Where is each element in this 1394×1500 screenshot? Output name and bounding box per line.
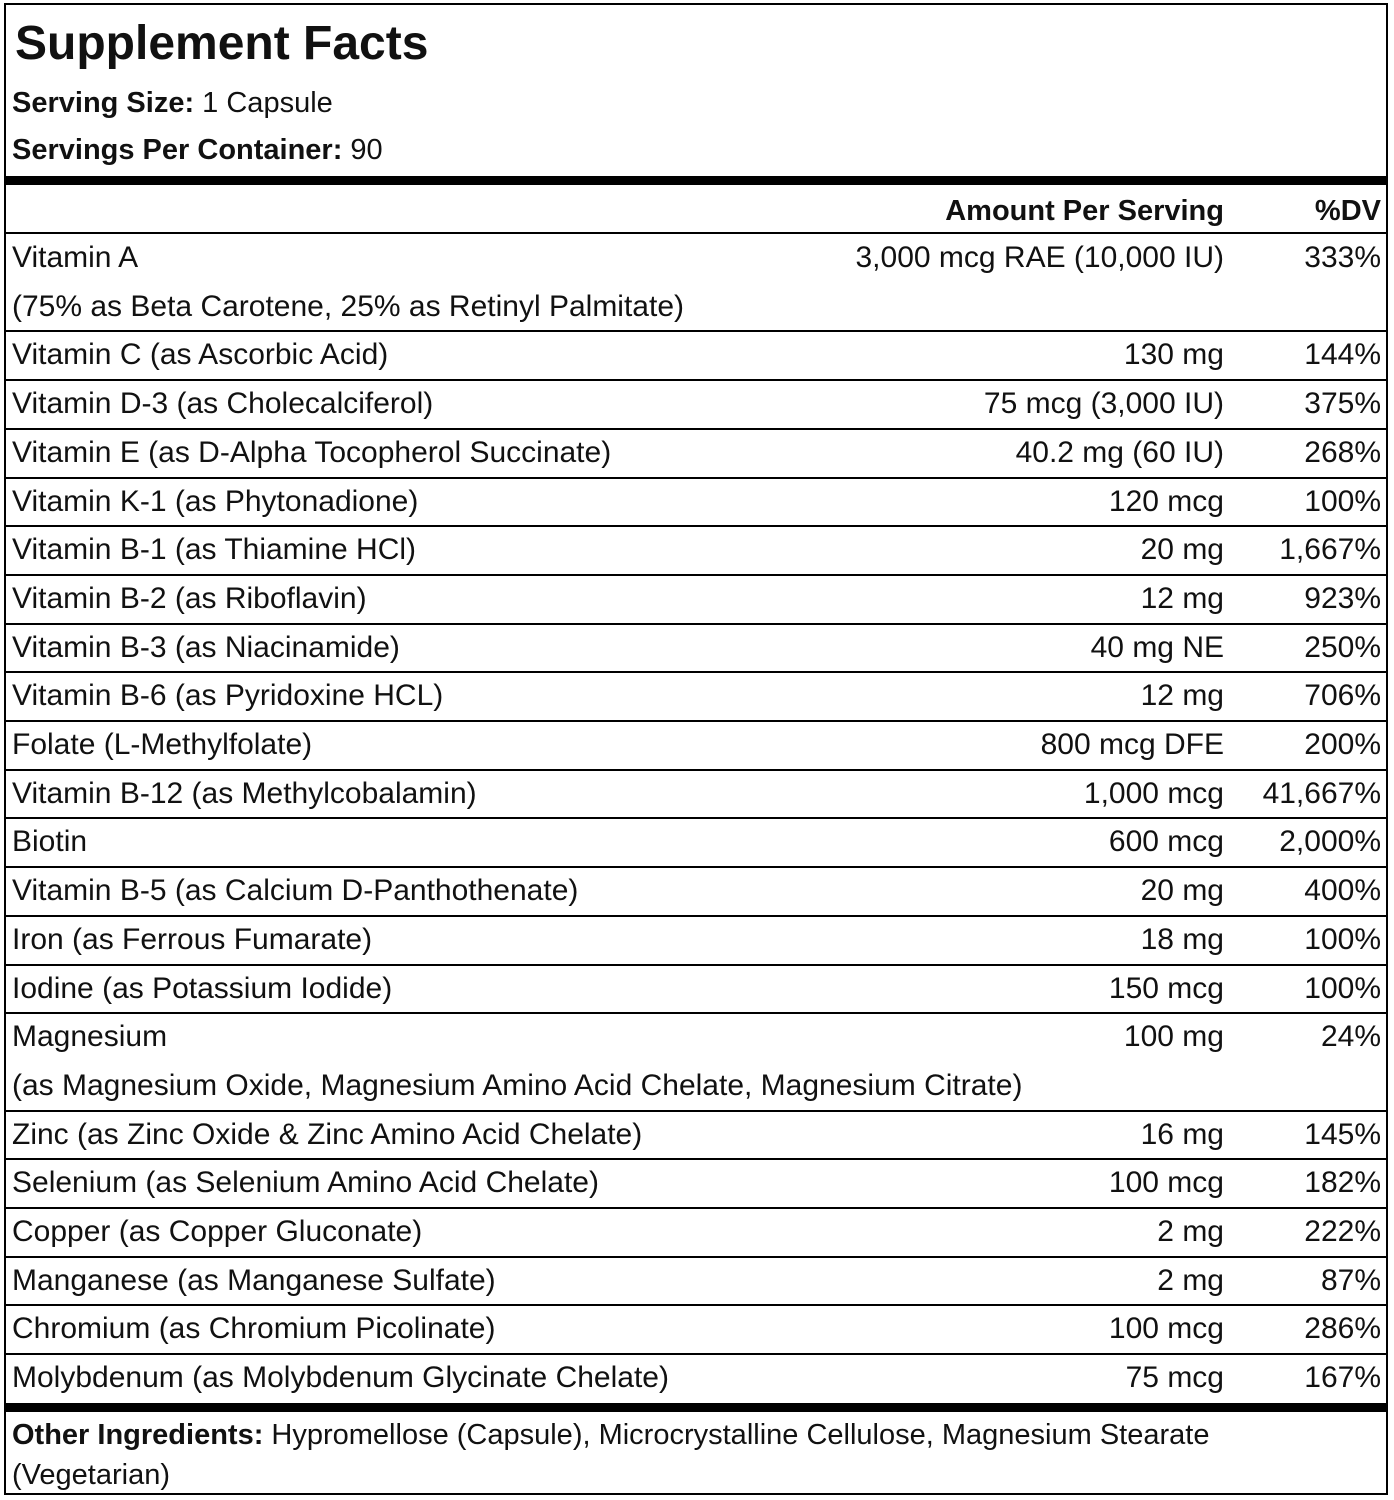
nutrient-dv: 268%	[1304, 435, 1381, 469]
nutrient-amount: 3,000 mcg RAE (10,000 IU)	[855, 241, 1224, 274]
nutrient-dv: 400%	[1304, 874, 1381, 908]
nutrient-name: Zinc (as Zinc Oxide & Zinc Amino Acid Chelate)	[12, 1117, 643, 1151]
nutrient-amount: 40.2 mg (60 IU)	[1015, 435, 1224, 469]
table-row	[6, 234, 1386, 331]
nutrient-name: Vitamin B-12 (as Methylcobalamin)	[12, 776, 477, 810]
nutrient-dv: 923%	[1304, 581, 1381, 615]
nutrient-dv: 145%	[1304, 1117, 1381, 1151]
nutrient-name: Biotin	[12, 825, 88, 859]
nutrient-name: Vitamin A	[12, 241, 139, 274]
nutrient-dv: 41,667%	[1262, 776, 1381, 810]
supplement-facts-panel	[4, 3, 1388, 1495]
other-ingredients	[12, 1415, 1372, 1495]
nutrient-dv: 706%	[1304, 679, 1381, 713]
serving-size-value: 1 Capsule	[194, 87, 333, 119]
table-row	[6, 818, 1386, 867]
nutrient-name: Magnesium	[12, 1020, 168, 1054]
servings-per-container-label: Servings Per Container:	[12, 134, 343, 166]
nutrient-dv: 2,000%	[1279, 825, 1381, 859]
nutrient-amount: 600 mcg	[1108, 825, 1224, 859]
table-row	[6, 1013, 1386, 1110]
table-row	[6, 1159, 1386, 1208]
table-row	[6, 916, 1386, 965]
table-row	[6, 721, 1386, 770]
nutrient-amount: 16 mg	[1140, 1117, 1224, 1151]
nutrient-dv: 87%	[1320, 1263, 1381, 1297]
nutrient-amount: 20 mg	[1140, 533, 1224, 567]
table-row	[6, 478, 1386, 527]
table-row	[6, 965, 1386, 1014]
nutrient-amount: 130 mg	[1123, 338, 1224, 372]
column-header-dv: %DV	[1314, 195, 1381, 227]
nutrient-amount: 150 mcg	[1108, 971, 1224, 1005]
nutrient-name: Vitamin B-5 (as Calcium D-Panthothenate)	[12, 874, 579, 908]
nutrient-dv: 286%	[1304, 1312, 1381, 1346]
nutrient-dv: 100%	[1304, 971, 1381, 1005]
nutrient-name: Chromium (as Chromium Picolinate)	[12, 1312, 496, 1346]
table-row	[6, 1305, 1386, 1354]
nutrient-name: Vitamin D-3 (as Cholecalciferol)	[12, 387, 434, 421]
nutrient-dv: 100%	[1304, 484, 1381, 518]
table-row	[6, 1257, 1386, 1306]
nutrient-source-note: (75% as Beta Carotene, 25% as Retinyl Palmitate)	[12, 289, 684, 323]
table-row	[6, 770, 1386, 819]
table-row	[6, 1208, 1386, 1257]
column-header-amount: Amount Per Serving	[945, 195, 1224, 227]
table-row	[6, 331, 1386, 380]
nutrient-dv: 24%	[1320, 1020, 1381, 1054]
nutrient-dv: 200%	[1304, 728, 1381, 761]
nutrient-amount: 40 mg NE	[1090, 630, 1224, 664]
table-row	[6, 429, 1386, 478]
nutrient-name: Iron (as Ferrous Fumarate)	[12, 922, 373, 956]
nutrient-dv: 333%	[1304, 241, 1381, 274]
table-row	[6, 575, 1386, 624]
nutrient-name: Vitamin C (as Ascorbic Acid)	[12, 338, 389, 372]
table-row	[6, 1354, 1386, 1403]
divider-thick-top	[6, 176, 1386, 185]
nutrient-amount: 18 mg	[1140, 922, 1224, 956]
nutrient-amount: 75 mcg	[1125, 1361, 1224, 1395]
table-row	[6, 526, 1386, 575]
nutrient-dv: 1,667%	[1279, 533, 1381, 567]
nutrient-name: Folate (L-Methylfolate)	[12, 728, 313, 761]
nutrient-name: Vitamin B-1 (as Thiamine HCl)	[12, 533, 417, 567]
nutrient-amount: 20 mg	[1140, 874, 1224, 908]
serving-size-label: Serving Size:	[12, 87, 195, 119]
nutrient-dv: 222%	[1304, 1215, 1381, 1248]
servings-per-container	[12, 130, 383, 170]
table-row	[6, 624, 1386, 673]
other-ingredients-value: Hypromellose (Capsule), Microcrystalline Cellulose, Magnesium Stearate (Vegetarian)	[12, 1419, 1210, 1491]
nutrient-amount: 100 mg	[1123, 1020, 1224, 1054]
nutrient-dv: 182%	[1304, 1166, 1381, 1200]
divider-thick-bottom	[6, 1403, 1386, 1412]
panel-title: Supplement Facts	[15, 17, 429, 70]
nutrient-name: Vitamin E (as D-Alpha Tocopherol Succinate)	[12, 435, 612, 469]
nutrient-dv: 144%	[1304, 338, 1381, 372]
nutrient-dv: 100%	[1304, 922, 1381, 956]
table-row	[6, 672, 1386, 721]
nutrient-amount: 100 mcg	[1108, 1166, 1224, 1200]
nutrient-amount: 12 mg	[1140, 581, 1224, 615]
nutrient-name: Vitamin B-2 (as Riboflavin)	[12, 581, 367, 615]
nutrient-name: Molybdenum (as Molybdenum Glycinate Chelate)	[12, 1361, 669, 1395]
nutrient-amount: 12 mg	[1140, 679, 1224, 713]
nutrient-name: Vitamin B-3 (as Niacinamide)	[12, 630, 400, 664]
nutrient-name: Vitamin B-6 (as Pyridoxine HCL)	[12, 679, 444, 713]
nutrient-name: Selenium (as Selenium Amino Acid Chelate)	[12, 1166, 599, 1200]
nutrient-source-note: (as Magnesium Oxide, Magnesium Amino Acid Chelate, Magnesium Citrate)	[12, 1068, 1023, 1102]
nutrient-name: Manganese (as Manganese Sulfate)	[12, 1263, 496, 1297]
nutrient-amount: 1,000 mcg	[1083, 776, 1224, 810]
nutrient-amount: 2 mg	[1157, 1263, 1224, 1297]
nutrient-name: Vitamin K-1 (as Phytonadione)	[12, 484, 419, 518]
nutrient-name: Iodine (as Potassium Iodide)	[12, 971, 393, 1005]
nutrient-dv: 167%	[1304, 1361, 1381, 1395]
table-row	[6, 380, 1386, 429]
nutrient-amount: 800 mcg DFE	[1040, 728, 1224, 761]
nutrient-dv: 250%	[1304, 630, 1381, 664]
table-row	[6, 867, 1386, 916]
nutrient-dv: 375%	[1304, 387, 1381, 421]
nutrient-amount: 75 mcg (3,000 IU)	[983, 387, 1224, 421]
serving-size	[12, 83, 333, 123]
table-row	[6, 1111, 1386, 1160]
servings-per-container-value: 90	[342, 134, 383, 166]
nutrient-amount: 2 mg	[1157, 1215, 1224, 1248]
nutrient-amount: 120 mcg	[1108, 484, 1224, 518]
nutrient-name: Copper (as Copper Gluconate)	[12, 1215, 423, 1248]
nutrient-amount: 100 mcg	[1108, 1312, 1224, 1346]
other-ingredients-label: Other Ingredients:	[12, 1419, 264, 1451]
